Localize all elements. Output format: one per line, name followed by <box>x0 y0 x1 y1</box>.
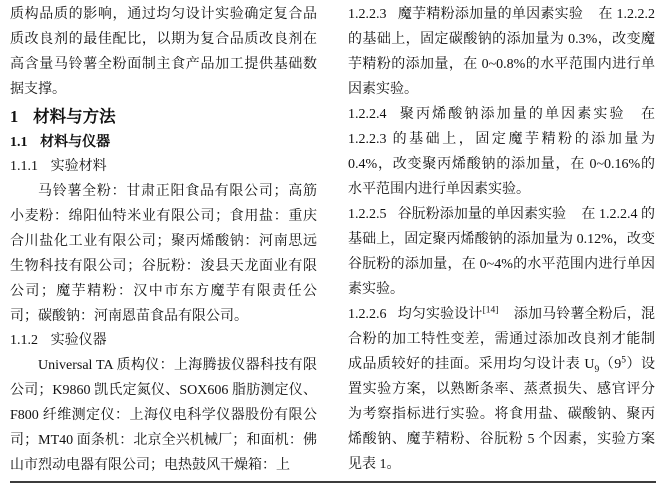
heading-title: 材料与方法 <box>33 107 116 126</box>
section-body: 在 1.2.2.3 的基础上，固定魔芋精粉的添加量为 0.4%，改变聚丙烯酸钠的添加量，在 0~0.16%的水平范围内进行单因素实验。 <box>348 107 655 197</box>
heading-experimental-instruments <box>10 329 317 353</box>
left-column <box>10 2 317 478</box>
section-number: 1.2.2.6 <box>348 307 387 322</box>
footnote-rule <box>10 481 656 483</box>
section-body-part: 添加马铃薯全粉后，混合粉的加工特性变差，需通过添加改良剂才能制成品质较好的挂面。采用均匀设计表 U <box>348 307 655 372</box>
section-1-2-2-5 <box>348 202 655 302</box>
section-body-part: （9 <box>599 357 622 372</box>
right-column <box>348 2 655 478</box>
materials-paragraph: 马铃薯全粉：甘肃正阳食品有限公司；高筋小麦粉：绵阳仙特米业有限公司；食用盐：重庆合川盐化工业有限公司；聚丙烯酸钠：河南思远生物科技有限公司；谷朊粉：浚县天龙面业有限公司；魔芋精粉：汉中市东方魔芋有限责任公司；碳酸钠：河南恩苗食品有限公司。 <box>10 184 317 324</box>
heading-number: 1.1.2 <box>10 333 38 348</box>
section-title: 魔芋精粉添加量的单因素实验 <box>397 7 584 22</box>
section-number: 1.2.2.3 <box>348 7 387 22</box>
section-body: 在 1.2.2.4 的基础上，固定聚丙烯酸钠的添加量为 0.12%，改变谷朊粉的添加量，在 0~4%的水平范围内进行单因素实验。 <box>348 207 655 297</box>
heading-experimental-materials <box>10 155 317 179</box>
heading-title: 实验仪器 <box>50 333 107 348</box>
section-1-2-2-3 <box>348 2 655 102</box>
instruments-paragraph: Universal TA 质构仪：上海腾拔仪器科技有限公司；K9860 凯氏定氮仪、SOX606 脂肪测定仪、F800 纤维测定仪：上海仪电科学仪器股份有限公司；MT40 面条机：北京全兴机械厂；和面机：佛山市烈动电器有限公司；电热鼓风干燥箱：上 <box>10 358 317 473</box>
uniform-design-table-superscript: 5 <box>621 355 626 366</box>
heading-number: 1.1 <box>10 135 28 150</box>
section-number: 1.2.2.5 <box>348 207 387 222</box>
intro-paragraph: 质构品质的影响，通过均匀设计实验确定复合品质改良剂的最佳配比，以期为复合品质改良剂在高含量马铃薯全粉面制主食产品加工提供基础数据支撑。 <box>10 7 317 97</box>
heading-number: 1 <box>10 107 19 126</box>
section-body: 在 1.2.2.2 的基础上，固定碳酸钠的添加量为 0.3%，改变魔芋精粉的添加量，在 0~0.8%的水平范围内进行单因素实验。 <box>348 7 655 97</box>
heading-materials-and-instruments <box>10 131 317 155</box>
section-body-part: ）设置实验方案，以熟断条率、蒸煮损失、感官评分为考察指标进行实验。将食用盐、碳酸钠、聚丙烯酸钠、魔芋精粉、谷朊粉 5 个因素，实验方案见表 1。 <box>348 357 655 472</box>
uniform-design-table-subscript: 9 <box>594 364 600 375</box>
section-1-2-2-4 <box>348 102 655 202</box>
heading-title: 材料与仪器 <box>40 135 111 150</box>
section-title: 聚丙烯酸钠添加量的单因素实验 <box>397 107 626 122</box>
heading-materials-and-methods <box>10 104 317 130</box>
citation-reference: [14] <box>482 305 499 316</box>
section-number: 1.2.2.4 <box>348 107 387 122</box>
section-title: 均匀实验设计 <box>397 307 483 322</box>
section-title: 谷朊粉添加量的单因素实验 <box>397 207 567 222</box>
section-1-2-2-6 <box>348 302 655 477</box>
heading-title: 实验材料 <box>50 159 107 174</box>
heading-number: 1.1.1 <box>10 159 38 174</box>
